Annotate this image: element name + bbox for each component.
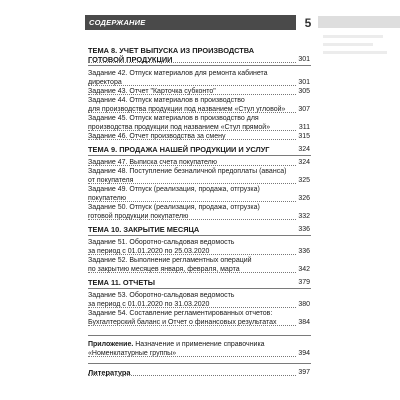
toc-page-number: 311: [298, 124, 310, 131]
toc-entry-text: Задание 48. Поступление безналичной предоплаты (аванса): [88, 168, 287, 175]
toc-entry-text: Задание 42. Отпуск материалов для ремонта кабинета: [88, 70, 268, 77]
toc-entry-text: производства продукции под названием «Стул прямой»: [88, 124, 271, 131]
toc-entry-text: для производства продукции под названием «Стул угловой»: [88, 106, 286, 113]
toc-entry-text: покупателю: [88, 195, 126, 202]
toc-entry-text: директора: [88, 79, 122, 86]
toc-divider: [88, 335, 311, 336]
toc-topic-10: [0, 225, 400, 235]
toc-topic-title: Литература: [88, 368, 131, 377]
toc-divider: [88, 288, 311, 289]
toc-leader-dots: [88, 254, 296, 255]
toc-topic-title: ТЕМА 10. ЗАКРЫТИЕ МЕСЯЦА: [88, 225, 200, 234]
toc-leader-dots: [88, 62, 296, 63]
toc-entry-text: Задание 54. Составление регламентированных отчетов:: [88, 310, 273, 317]
toc-leader-dots: [88, 272, 296, 273]
toc-page-number: 305: [298, 88, 310, 95]
toc-entry-46: [0, 132, 400, 142]
toc-topic-title: ТЕМА 8. УЧЕТ ВЫПУСКА ИЗ ПРОИЗВОДСТВА: [88, 46, 255, 55]
toc-leader-dots: [88, 307, 296, 308]
toc-entry-text: Задание 51. Оборотно-сальдовая ведомость: [88, 239, 235, 246]
toc-topic-title: ГОТОВОЙ ПРОДУКЦИИ: [88, 55, 173, 64]
toc-page-number: 332: [298, 213, 310, 220]
toc-entry-text: Задание 44. Отпуск материалов в производство: [88, 97, 245, 104]
toc-divider: [88, 65, 311, 66]
toc-page-number: 301: [298, 56, 310, 63]
toc-leader-dots: [88, 165, 296, 166]
toc-leader-dots: [88, 356, 296, 357]
toc-leader-dots: [88, 139, 296, 140]
toc-page-number: 315: [298, 133, 310, 140]
toc-entry-text: Задание 49. Отпуск (реализация, продажа, отгрузка): [88, 186, 260, 193]
toc-entry-text: по закрытию месяцев января, февраля, марта: [88, 266, 240, 273]
toc-entry-52: [0, 265, 400, 275]
toc-topic-11: [0, 278, 400, 288]
toc-entry-text: «Номенклатурные группы»: [88, 350, 177, 357]
toc-appendix-description: Назначение и применение справочника: [133, 341, 265, 348]
toc-leader-dots: [88, 94, 296, 95]
toc-topic-title: ТЕМА 9. ПРОДАЖА НАШЕЙ ПРОДУКЦИИ И УСЛУГ: [88, 145, 270, 154]
section-title: СОДЕРЖАНИЕ: [89, 18, 146, 27]
toc-page-number: 324: [298, 146, 310, 153]
toc-entry-text: Бухгалтерский баланс и Отчет о финансовых результатах: [88, 319, 277, 326]
toc-entry-text: за период с 01.01.2020 по 25.03.2020: [88, 248, 210, 255]
toc-leader-dots: [88, 130, 296, 131]
toc-page-number: 342: [298, 266, 310, 273]
toc-page-number: 325: [298, 177, 310, 184]
toc-page-number: 397: [298, 369, 310, 376]
toc-leader-dots: [88, 183, 296, 184]
toc-topic-9: [0, 145, 400, 155]
toc-entry-text: Задание 53. Оборотно-сальдовая ведомость: [88, 292, 235, 299]
toc-leader-dots: [88, 325, 296, 326]
toc-page-number: 324: [298, 159, 310, 166]
toc-divider: [88, 155, 311, 156]
toc-entry-text: Задание 46. Отчет производства за смену: [88, 133, 226, 140]
toc-page-number: 336: [298, 248, 310, 255]
toc-page-number: 380: [298, 301, 310, 308]
toc-entry-text: за период с 01.01.2020 по 31.03.2020: [88, 301, 210, 308]
toc-leader-dots: [88, 112, 296, 113]
toc-entry-text: готовой продукции покупателю: [88, 213, 189, 220]
toc-topic-title: ТЕМА 11. ОТЧЕТЫ: [88, 278, 156, 287]
toc-entry-text: Задание 43. Отчет "Карточка субконто": [88, 88, 216, 95]
page-number: 5: [304, 16, 312, 30]
toc-page-number: 326: [298, 195, 310, 202]
toc-entry-text: Задание 50. Отпуск (реализация, продажа, отгрузка): [88, 204, 260, 211]
toc-topic-8: [0, 55, 400, 65]
toc-leader-dots: [88, 219, 296, 220]
toc-entry-text: Задание 45. Отпуск материалов в производство для: [88, 115, 259, 122]
toc-page-number: 301: [298, 79, 310, 86]
toc-leader-dots: [88, 201, 296, 202]
toc-appendix-label: Приложение.: [88, 341, 134, 348]
toc-entry-text: от покупателя: [88, 177, 134, 184]
toc-appendix: [0, 349, 400, 359]
toc-leader-dots: [88, 375, 296, 376]
toc-page-number: 384: [298, 319, 310, 326]
toc-entry-text: Задание 52. Выполнение регламентных операций: [88, 257, 252, 264]
toc-entry-50: [0, 212, 400, 222]
toc-divider: [88, 235, 311, 236]
toc-entry-54: [0, 318, 400, 328]
toc-leader-dots: [88, 85, 296, 86]
toc-page-number: 394: [298, 350, 310, 357]
toc-page-number: 307: [298, 106, 310, 113]
toc-literature: [0, 368, 400, 378]
toc-entry-text: Задание 47. Выписка счета покупателю: [88, 159, 218, 166]
toc-divider: [88, 363, 311, 364]
toc-page-number: 336: [298, 226, 310, 233]
toc-page-number: 379: [298, 279, 310, 286]
